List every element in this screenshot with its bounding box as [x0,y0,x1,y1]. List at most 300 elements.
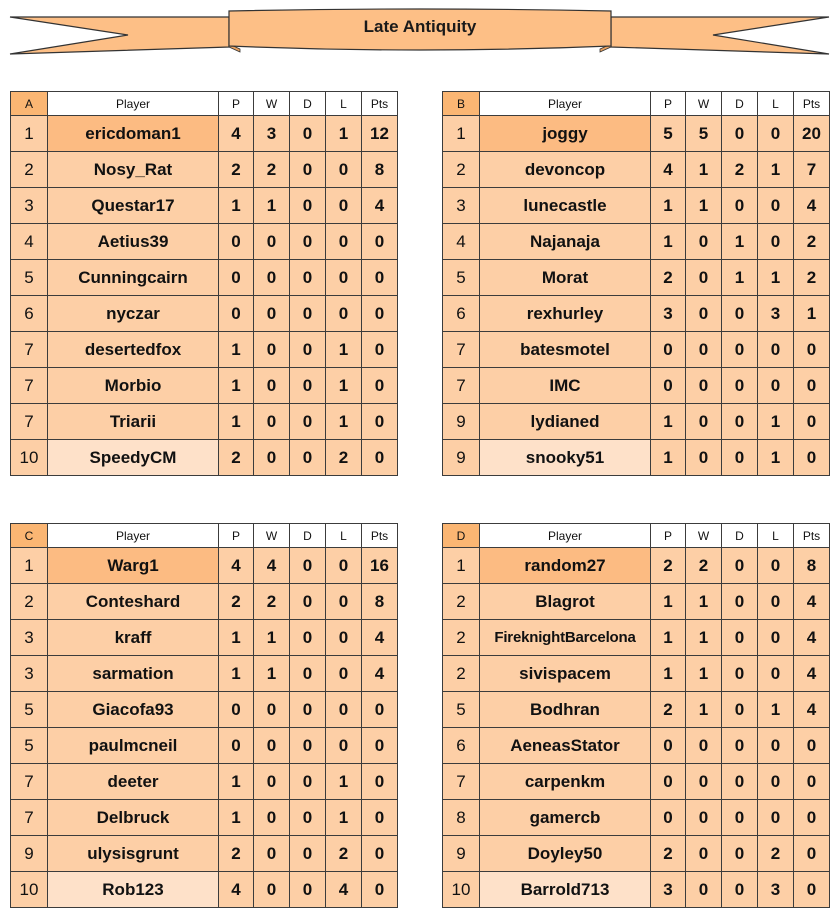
points-cell: 12 [362,116,398,152]
points-cell: 8 [794,548,830,584]
wins-cell: 1 [686,188,722,224]
rank-cell: 3 [443,188,480,224]
played-column-header: P [651,92,686,116]
losses-cell: 0 [326,728,362,764]
draws-column-header: D [722,92,758,116]
losses-cell: 2 [758,836,794,872]
rank-cell: 5 [11,692,48,728]
rank-cell: 1 [11,548,48,584]
table-row [443,440,830,476]
played-cell: 4 [219,116,254,152]
wins-cell: 5 [686,116,722,152]
points-cell: 4 [362,188,398,224]
table-header-row [443,92,830,116]
player-name-cell: sarmation [48,656,219,692]
player-name-cell: Morat [480,260,651,296]
losses-cell: 0 [758,188,794,224]
rank-cell: 1 [11,116,48,152]
played-cell: 0 [651,764,686,800]
player-name-cell: Giacofa93 [48,692,219,728]
points-cell: 0 [794,440,830,476]
table-row [11,656,398,692]
played-column-header: P [219,524,254,548]
draws-cell: 0 [290,620,326,656]
table-row [443,332,830,368]
played-cell: 1 [219,188,254,224]
group-letter-header: C [11,524,48,548]
wins-cell: 0 [686,224,722,260]
player-name-cell: Aetius39 [48,224,219,260]
draws-cell: 0 [290,152,326,188]
points-cell: 4 [794,584,830,620]
points-cell: 8 [362,152,398,188]
table-row [11,548,398,584]
player-name-cell: Morbio [48,368,219,404]
played-column-header: P [651,524,686,548]
table-row [11,368,398,404]
rank-cell: 4 [11,224,48,260]
group-letter-header: B [443,92,480,116]
points-column-header: Pts [362,524,398,548]
draws-cell: 0 [722,836,758,872]
draws-cell: 0 [290,800,326,836]
points-cell: 0 [362,764,398,800]
table-row [11,152,398,188]
played-cell: 2 [219,836,254,872]
draws-cell: 0 [290,548,326,584]
played-cell: 0 [219,728,254,764]
points-column-header: Pts [794,92,830,116]
wins-cell: 0 [254,800,290,836]
wins-cell: 0 [254,728,290,764]
points-cell: 8 [362,584,398,620]
table-row [11,332,398,368]
rank-cell: 1 [443,116,480,152]
losses-cell: 0 [758,620,794,656]
player-column-header: Player [480,524,651,548]
wins-cell: 0 [254,332,290,368]
rank-cell: 1 [443,548,480,584]
wins-column-header: W [254,524,290,548]
losses-cell: 2 [326,440,362,476]
player-name-cell: snooky51 [480,440,651,476]
table-row [11,296,398,332]
player-name-cell: batesmotel [480,332,651,368]
rank-cell: 2 [443,620,480,656]
losses-cell: 1 [758,152,794,188]
points-cell: 16 [362,548,398,584]
rank-cell: 2 [443,656,480,692]
draws-cell: 0 [290,188,326,224]
group-b-table [442,91,830,476]
losses-cell: 0 [758,548,794,584]
rank-cell: 6 [443,728,480,764]
player-name-cell: Barrold713 [480,872,651,908]
played-cell: 4 [219,548,254,584]
wins-cell: 1 [686,584,722,620]
draws-cell: 0 [290,836,326,872]
player-name-cell: Rob123 [48,872,219,908]
draws-cell: 1 [722,260,758,296]
player-name-cell: IMC [480,368,651,404]
player-column-header: Player [48,92,219,116]
points-cell: 0 [362,800,398,836]
points-column-header: Pts [362,92,398,116]
player-name-cell: deeter [48,764,219,800]
draws-cell: 0 [722,800,758,836]
points-cell: 4 [362,620,398,656]
losses-cell: 3 [758,872,794,908]
points-cell: 0 [362,440,398,476]
player-name-cell: paulmcneil [48,728,219,764]
rank-cell: 9 [443,836,480,872]
wins-cell: 0 [686,728,722,764]
draws-cell: 0 [722,404,758,440]
losses-cell: 0 [326,656,362,692]
wins-cell: 1 [686,620,722,656]
wins-cell: 3 [254,116,290,152]
table-row [443,260,830,296]
rank-cell: 7 [443,368,480,404]
player-name-cell: Doyley50 [480,836,651,872]
table-row [443,548,830,584]
wins-cell: 0 [254,440,290,476]
wins-cell: 0 [254,692,290,728]
draws-cell: 0 [722,728,758,764]
group-letter-header: A [11,92,48,116]
draws-cell: 0 [722,620,758,656]
wins-cell: 4 [254,548,290,584]
losses-cell: 0 [758,764,794,800]
wins-cell: 1 [254,620,290,656]
points-column-header: Pts [794,524,830,548]
points-cell: 7 [794,152,830,188]
rank-cell: 4 [443,224,480,260]
losses-cell: 0 [326,188,362,224]
losses-cell: 1 [326,116,362,152]
player-name-cell: AeneasStator [480,728,651,764]
points-cell: 1 [794,296,830,332]
wins-cell: 0 [254,764,290,800]
losses-cell: 1 [758,692,794,728]
played-cell: 1 [219,800,254,836]
wins-cell: 1 [254,656,290,692]
player-name-cell: Questar17 [48,188,219,224]
player-name-cell: SpeedyCM [48,440,219,476]
losses-cell: 4 [326,872,362,908]
draws-cell: 1 [722,224,758,260]
losses-cell: 0 [758,116,794,152]
wins-cell: 0 [686,404,722,440]
player-name-cell: Conteshard [48,584,219,620]
losses-cell: 1 [758,440,794,476]
points-cell: 0 [794,368,830,404]
losses-cell: 0 [758,800,794,836]
player-name-cell: Blagrot [480,584,651,620]
group-d-table [442,523,830,908]
rank-cell: 7 [443,764,480,800]
points-cell: 4 [794,620,830,656]
player-name-cell: lunecastle [480,188,651,224]
losses-cell: 1 [758,404,794,440]
points-cell: 0 [794,332,830,368]
table-row [443,836,830,872]
wins-cell: 0 [686,440,722,476]
played-cell: 1 [219,368,254,404]
played-cell: 1 [651,188,686,224]
table-row [11,728,398,764]
played-cell: 1 [219,764,254,800]
table-row [443,764,830,800]
draws-cell: 2 [722,152,758,188]
table-row [443,728,830,764]
draws-cell: 0 [290,368,326,404]
rank-cell: 2 [11,584,48,620]
played-cell: 4 [219,872,254,908]
draws-cell: 0 [722,440,758,476]
table-row [443,224,830,260]
points-cell: 4 [794,656,830,692]
played-cell: 1 [219,404,254,440]
draws-cell: 0 [722,764,758,800]
draws-cell: 0 [722,332,758,368]
draws-cell: 0 [722,872,758,908]
played-cell: 3 [651,872,686,908]
table-row [11,440,398,476]
wins-cell: 0 [686,368,722,404]
table-row [11,116,398,152]
table-row [11,800,398,836]
draws-column-header: D [290,92,326,116]
wins-cell: 0 [254,404,290,440]
table-row [11,764,398,800]
rank-cell: 8 [443,800,480,836]
player-name-cell: rexhurley [480,296,651,332]
rank-cell: 10 [11,440,48,476]
played-cell: 1 [219,656,254,692]
table-row [11,620,398,656]
played-cell: 0 [219,224,254,260]
rank-cell: 5 [11,728,48,764]
draws-cell: 0 [290,296,326,332]
player-name-cell: FireknightBarcelona [480,620,651,656]
player-name-cell: Najanaja [480,224,651,260]
losses-cell: 0 [758,656,794,692]
losses-cell: 0 [326,224,362,260]
played-cell: 3 [651,296,686,332]
draws-cell: 0 [290,692,326,728]
losses-cell: 1 [326,764,362,800]
table-row [443,692,830,728]
losses-column-header: L [326,92,362,116]
rank-cell: 7 [443,332,480,368]
rank-cell: 5 [443,692,480,728]
title-banner [0,0,839,62]
points-cell: 0 [794,800,830,836]
group-a-table [10,91,398,476]
draws-column-header: D [290,524,326,548]
points-cell: 0 [362,368,398,404]
played-cell: 0 [651,800,686,836]
table-row [443,584,830,620]
wins-cell: 2 [686,548,722,584]
draws-cell: 0 [290,224,326,260]
played-cell: 0 [219,260,254,296]
points-cell: 2 [794,224,830,260]
player-name-cell: random27 [480,548,651,584]
wins-cell: 2 [254,152,290,188]
player-name-cell: kraff [48,620,219,656]
table-row [443,656,830,692]
wins-cell: 0 [254,368,290,404]
rank-cell: 2 [443,584,480,620]
draws-cell: 0 [722,368,758,404]
rank-cell: 9 [443,404,480,440]
table-row [443,800,830,836]
losses-cell: 0 [758,332,794,368]
table-row [11,404,398,440]
draws-cell: 0 [290,332,326,368]
points-cell: 2 [794,260,830,296]
losses-cell: 1 [326,368,362,404]
played-cell: 2 [651,260,686,296]
losses-cell: 0 [326,584,362,620]
player-name-cell: Nosy_Rat [48,152,219,188]
player-name-cell: lydianed [480,404,651,440]
draws-cell: 0 [722,584,758,620]
wins-cell: 0 [686,296,722,332]
points-cell: 0 [794,764,830,800]
played-cell: 0 [651,332,686,368]
points-cell: 0 [362,692,398,728]
losses-cell: 0 [758,728,794,764]
wins-cell: 0 [686,764,722,800]
points-cell: 0 [362,332,398,368]
table-row [11,188,398,224]
table-row [443,116,830,152]
points-cell: 4 [794,188,830,224]
losses-cell: 0 [758,368,794,404]
played-cell: 0 [219,692,254,728]
player-name-cell: Delbruck [48,800,219,836]
player-name-cell: sivispacem [480,656,651,692]
player-name-cell: desertedfox [48,332,219,368]
page-title: Late Antiquity [363,17,477,36]
draws-cell: 0 [290,116,326,152]
draws-cell: 0 [290,440,326,476]
player-name-cell: Bodhran [480,692,651,728]
wins-cell: 0 [254,296,290,332]
rank-cell: 7 [11,332,48,368]
rank-cell: 3 [11,188,48,224]
rank-cell: 3 [11,620,48,656]
draws-cell: 0 [290,872,326,908]
losses-cell: 0 [758,224,794,260]
losses-cell: 0 [326,296,362,332]
player-name-cell: gamercb [480,800,651,836]
player-column-header: Player [48,524,219,548]
played-cell: 2 [219,584,254,620]
played-cell: 1 [651,224,686,260]
points-cell: 0 [794,836,830,872]
wins-cell: 0 [254,872,290,908]
table-row [443,152,830,188]
points-cell: 20 [794,116,830,152]
wins-column-header: W [686,92,722,116]
points-cell: 0 [362,872,398,908]
rank-cell: 5 [11,260,48,296]
table-row [443,368,830,404]
wins-cell: 0 [686,260,722,296]
draws-cell: 0 [722,656,758,692]
points-cell: 0 [794,872,830,908]
player-name-cell: carpenkm [480,764,651,800]
wins-column-header: W [686,524,722,548]
draws-cell: 0 [722,548,758,584]
wins-cell: 1 [686,692,722,728]
losses-column-header: L [326,524,362,548]
points-cell: 0 [362,224,398,260]
rank-cell: 7 [11,368,48,404]
draws-cell: 0 [722,296,758,332]
points-cell: 0 [794,404,830,440]
draws-cell: 0 [290,260,326,296]
played-cell: 2 [651,692,686,728]
player-column-header: Player [480,92,651,116]
wins-cell: 0 [254,224,290,260]
points-cell: 4 [794,692,830,728]
rank-cell: 10 [11,872,48,908]
wins-cell: 2 [254,584,290,620]
table-row [11,836,398,872]
rank-cell: 6 [11,296,48,332]
losses-cell: 3 [758,296,794,332]
table-row [443,872,830,908]
played-cell: 0 [219,296,254,332]
group-c-table [10,523,398,908]
points-cell: 0 [794,728,830,764]
losses-cell: 1 [326,800,362,836]
wins-cell: 0 [686,872,722,908]
losses-cell: 0 [326,692,362,728]
player-name-cell: nyczar [48,296,219,332]
draws-cell: 0 [722,116,758,152]
table-row [11,692,398,728]
rank-cell: 5 [443,260,480,296]
played-cell: 1 [651,440,686,476]
draws-cell: 0 [290,656,326,692]
wins-cell: 1 [254,188,290,224]
wins-column-header: W [254,92,290,116]
player-name-cell: devoncop [480,152,651,188]
wins-cell: 0 [254,260,290,296]
draws-cell: 0 [290,728,326,764]
played-cell: 2 [651,548,686,584]
losses-cell: 0 [326,152,362,188]
rank-cell: 7 [11,404,48,440]
wins-cell: 0 [254,836,290,872]
table-row [11,260,398,296]
wins-cell: 0 [686,836,722,872]
draws-column-header: D [722,524,758,548]
points-cell: 0 [362,296,398,332]
losses-cell: 1 [326,404,362,440]
draws-cell: 0 [290,584,326,620]
played-cell: 4 [651,152,686,188]
played-cell: 1 [219,332,254,368]
played-cell: 1 [651,620,686,656]
played-cell: 2 [219,152,254,188]
